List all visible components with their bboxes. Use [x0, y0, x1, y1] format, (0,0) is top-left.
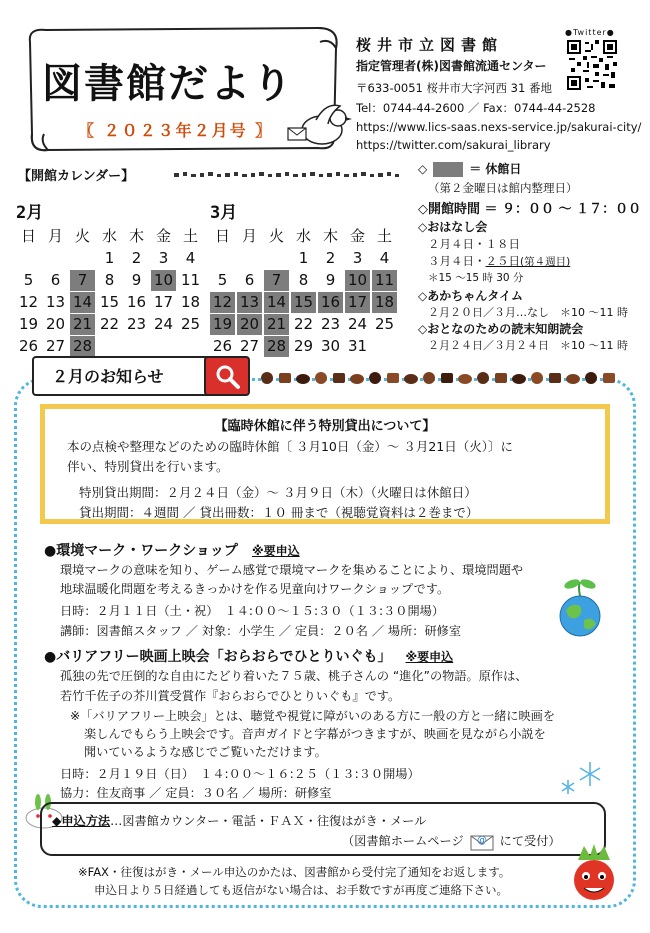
opening-hours: ◇開館時間 ＝ ９：００ ～ １７：００ — [418, 202, 642, 217]
newsletter-title: 図書館だより — [42, 61, 294, 107]
chocolate-icon — [458, 374, 472, 384]
notice-line: 特別貸出期間：２月２４日（金）～ ３月９日（木）（火曜日は休館日） — [79, 485, 477, 500]
closed-day-swatch — [433, 162, 463, 177]
calendar-day-closed: 28 — [70, 336, 95, 357]
movie-title: ●バリアフリー映画上映会「おらおらでひとりいぐも」 — [44, 649, 392, 665]
email-icon — [470, 833, 494, 851]
calendar-day-closed: 21 — [264, 314, 289, 335]
weekday-header: 木 — [322, 227, 338, 245]
workshop-required-label: ※要申込 — [251, 544, 300, 558]
workshop-desc: 地球温暖化問題を考えるきっかけを作る児童向けワークショップです。 — [60, 582, 450, 596]
search-button[interactable] — [204, 356, 250, 396]
legend-bullet: ◇ — [418, 162, 428, 176]
storytime-mar-note: (第４週目) — [520, 256, 571, 268]
calendar-day: 24 — [347, 315, 368, 333]
weekday-header: 土 — [182, 227, 198, 245]
calendar-day: 17 — [153, 293, 174, 311]
twitter-qr-code[interactable] — [567, 40, 617, 90]
library-name: 桜井市立図書館 — [356, 36, 504, 54]
workshop-desc: 環境マークの意味を知り、ゲーム感覚で環境マークを集めることにより、環境問題や — [60, 563, 524, 577]
calendar-day: 26 — [18, 337, 39, 355]
calendar-day-closed: 13 — [237, 292, 262, 313]
calendar-day: 23 — [126, 315, 147, 333]
weekday-header: 土 — [376, 227, 392, 245]
calendar-day-closed: 11 — [372, 270, 397, 291]
movie-heading — [44, 646, 453, 666]
apply-footer-note: ※FAX・往復はがき・メール申込のかたは、図書館から受付完了通知をお返します。 — [78, 865, 511, 879]
calendar-day-closed: 19 — [210, 314, 235, 335]
notice-line: 貸出期間：４週間 ／ 貸出冊数：１０ 冊まで（視聴覚資料は２巻まで） — [79, 505, 479, 520]
calendar-day: 24 — [153, 315, 174, 333]
issue-label: 〖 ２０２３年２月号 〗 — [78, 121, 274, 140]
calendar-day: 19 — [18, 315, 39, 333]
apply-receive-text: にて受付） — [499, 834, 561, 848]
chocolate-icon — [315, 372, 327, 384]
notice-title: 【臨時休館に伴う特別貸出について】 — [214, 419, 436, 434]
calendar-day: 25 — [180, 315, 201, 333]
library-address: 〒633-0051 桜井市大字河西 31 番地 — [356, 81, 552, 95]
decorative-dot-line — [174, 172, 399, 178]
chocolate-icon — [350, 374, 364, 384]
movie-note: ※「バリアフリー上映会」とは、聴覚や視覚に障がいのある方に一般の方と一緒に映画を — [70, 709, 556, 723]
calendar-day: 12 — [18, 293, 39, 311]
weekday-header: 水 — [295, 227, 311, 245]
snowflake-icon — [556, 758, 606, 798]
calendar-day: 20 — [45, 315, 66, 333]
chocolate-icon — [495, 373, 507, 383]
workshop-datetime: 日時：２月１１日（土・祝） １４:００～１５:３０（１３:３０開場） — [60, 604, 445, 618]
apply-footer-note: 申込日より５日経過しても返信がない場合は、お手数ですが再度ご連絡下さい。 — [94, 883, 508, 897]
weekday-header: 日 — [20, 227, 36, 245]
calendar-day: 3 — [352, 249, 363, 267]
calendar-day-closed: 12 — [210, 292, 235, 313]
calendar-day: 31 — [347, 337, 368, 355]
calendar-day: 9 — [325, 271, 336, 289]
calendar-day: 2 — [131, 249, 142, 267]
apply-method-box — [40, 802, 606, 856]
adult-reading-title: ◇おとなのための読末知朗読会 — [418, 322, 584, 336]
red-oni-illustration — [570, 844, 618, 902]
notice-line: 本の点検や整理などのための臨時休館〔 ３月10日（金）～ ３月21日（火）〕に — [67, 439, 514, 454]
movie-note: 聞いているような感じでご覧いただけます。 — [84, 745, 327, 759]
chocolate-icon — [404, 374, 418, 384]
storytime-feb: ２月４日・１８日 — [428, 237, 520, 251]
calendar-day-closed: 20 — [237, 314, 262, 335]
calendar-day: 2 — [325, 249, 336, 267]
baby-time-dates: ２月２０日／３月…なし ＊10 ～11 時 — [428, 306, 628, 319]
calendar-march — [210, 198, 400, 355]
calendar-day: 27 — [45, 337, 66, 355]
calendar-day: 30 — [320, 337, 341, 355]
globe-sprout-illustration — [550, 576, 610, 638]
weekday-header: 木 — [128, 227, 144, 245]
calendar-day-closed: 28 — [264, 336, 289, 357]
chocolate-icon — [441, 373, 453, 383]
chocolate-icon — [566, 374, 580, 384]
calendar-day: 29 — [293, 337, 314, 355]
chocolate-icon — [549, 373, 561, 383]
movie-desc: 孤独の先で圧倒的な自由にたどり着いた７５歳、桃子さんの “進化”の物語。原作は、 — [60, 669, 528, 683]
apply-label: ◆申込方法 — [52, 814, 111, 828]
calendar-day: 4 — [185, 249, 196, 267]
twitter-label: ●Twitter● — [565, 28, 615, 37]
closed-day-note: （第２金曜日は館内整理日） — [428, 181, 578, 195]
calendar-day-closed: 21 — [70, 314, 95, 335]
calendar-day: 11 — [180, 271, 201, 289]
chocolate-icon — [279, 373, 291, 383]
library-manager: 指定管理者(株)図書館流通センター — [356, 59, 547, 73]
search-icon — [215, 364, 241, 390]
calendar-day-closed: 10 — [151, 270, 176, 291]
weekday-header: 月 — [241, 227, 257, 245]
workshop-heading — [44, 540, 300, 560]
chocolate-icon — [261, 372, 273, 384]
chocolate-icon — [423, 372, 435, 384]
movie-note: 楽しんでもらう上映会です。音声ガイドと字幕がつきますが、映画を見ながら小説を — [84, 727, 546, 741]
notice-box — [40, 404, 610, 524]
chocolate-icon — [531, 372, 543, 384]
calendar-day: 23 — [320, 315, 341, 333]
calendar-day: 16 — [126, 293, 147, 311]
calendar-day: 6 — [244, 271, 255, 289]
movie-desc: 若竹千佐子の芥川賞受賞作『おらおらでひとりいぐも』です。 — [60, 689, 401, 703]
weekday-header: 日 — [214, 227, 230, 245]
notice-line: 伴い、特別貸出を行います。 — [67, 459, 229, 474]
apply-methods — [52, 812, 426, 829]
movie-datetime: 日時：２月１９日（日） １４:００～１６:２５（１３:３０開場） — [60, 767, 420, 781]
month-title: 3月 — [210, 203, 238, 223]
storytime-mar-dates: ３月４日・ — [428, 254, 486, 268]
apply-homepage-text: （図書館ホームページ — [342, 834, 464, 848]
calendar-day-closed: 14 — [70, 292, 95, 313]
chocolate-icon — [477, 372, 489, 384]
calendar-day-closed: 16 — [318, 292, 343, 313]
calendar-day-closed: 17 — [345, 292, 370, 313]
storytime-title: ◇おはなし会 — [418, 220, 488, 234]
calendar-day: 22 — [293, 315, 314, 333]
movie-details: 協力：住友商事 ／ 定員：３０名 ／ 場所：研修室 — [60, 786, 332, 800]
calendar-day: 5 — [23, 271, 34, 289]
weekday-header: 水 — [101, 227, 117, 245]
calendar-day: 6 — [50, 271, 61, 289]
calendar-day: 3 — [158, 249, 169, 267]
chocolate-icon — [387, 373, 399, 383]
storytime-time: ＊15 ～15 時 30 分 — [428, 272, 524, 284]
closed-day-label: ＝ 休館日 — [469, 162, 522, 176]
weekday-header: 金 — [349, 227, 365, 245]
calendar-day: 1 — [298, 249, 309, 267]
calendar-day: 22 — [99, 315, 120, 333]
calendar-day: 4 — [379, 249, 390, 267]
storytime-mar-underlined: ２５日 — [485, 254, 520, 268]
apply-methods-text: …図書館カウンター・電話・ＦＡＸ・往復はがき・メール — [110, 814, 427, 828]
workshop-details: 講師：図書館スタッフ ／ 対象：小学生 ／ 定員：２０名 ／ 場所：研修室 — [60, 624, 462, 638]
calendar-day: 5 — [217, 271, 228, 289]
calendar-day: 9 — [131, 271, 142, 289]
baby-time-title: ◇あかちゃんタイム — [418, 289, 523, 303]
calendar-day: 25 — [374, 315, 395, 333]
calendar-day: 8 — [104, 271, 115, 289]
calendar-day: 13 — [45, 293, 66, 311]
chocolate-icon — [603, 373, 615, 383]
calendar-day-closed: 14 — [264, 292, 289, 313]
calendar-day: 1 — [104, 249, 115, 267]
calendar-day-closed: 15 — [291, 292, 316, 313]
library-tel-fax: Tel：0744-44-2600 ／ Fax：0744-44-2528 — [356, 101, 596, 115]
movie-required-label: ※要申込 — [405, 650, 454, 664]
adult-reading-dates: ２月２４日／３月２４日 ＊10 ～11 時 — [428, 339, 628, 352]
svg-text:@: @ — [476, 834, 487, 846]
calendar-day: 8 — [298, 271, 309, 289]
weekday-header: 金 — [155, 227, 171, 245]
storytime-mar — [428, 253, 570, 269]
calendar-day: 18 — [180, 293, 201, 311]
calendar-heading: 【開館カレンダー】 — [18, 169, 135, 184]
bird-letter-illustration — [282, 98, 352, 158]
chocolate-decoration-row — [258, 370, 628, 386]
library-twitter-link[interactable]: https://twitter.com/sakurai_library — [356, 138, 551, 152]
calendar-day: 15 — [99, 293, 120, 311]
weekday-header: 火 — [74, 227, 90, 245]
chocolate-icon — [369, 372, 381, 384]
calendar-day-closed: 7 — [70, 270, 95, 291]
calendar-day-closed: 18 — [372, 292, 397, 313]
library-website-link[interactable]: https://www.lics-saas.nexs-service.jp/sakurai-city/ — [356, 120, 642, 134]
chocolate-icon — [585, 372, 597, 384]
chocolate-icon — [512, 374, 526, 384]
calendar-day-closed: 7 — [264, 270, 289, 291]
weekday-header: 月 — [47, 227, 63, 245]
news-tab-title: ２月のお知らせ — [52, 367, 164, 386]
month-title: 2月 — [16, 203, 44, 223]
calendar-day-closed: 10 — [345, 270, 370, 291]
calendar-february — [16, 198, 206, 355]
weekday-header: 火 — [268, 227, 284, 245]
chocolate-icon — [296, 374, 310, 384]
apply-homepage — [342, 832, 561, 851]
closed-day-legend — [418, 160, 521, 177]
calendar-day: 27 — [239, 337, 260, 355]
chocolate-icon — [333, 373, 345, 383]
calendar-day: 26 — [212, 337, 233, 355]
workshop-title: ●環境マーク・ワークショップ — [44, 543, 238, 559]
